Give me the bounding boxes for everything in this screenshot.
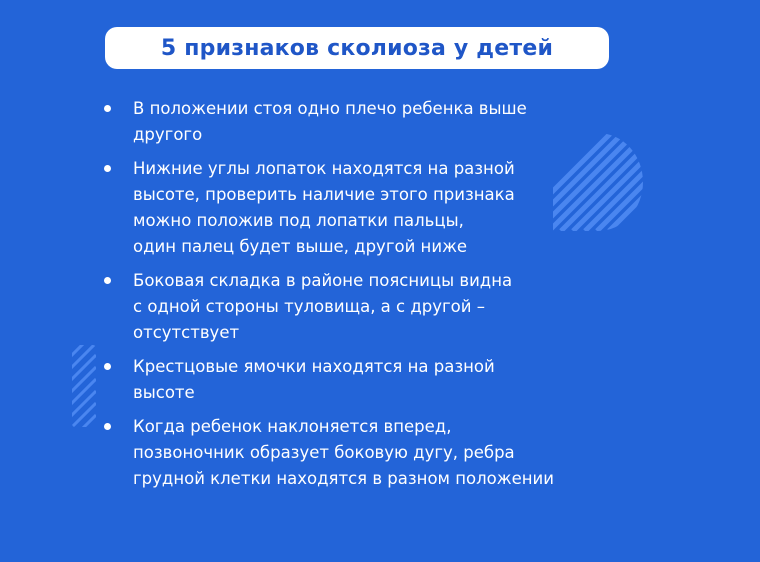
list-item-text: Крестцовые ямочки находятся на разной высоте bbox=[133, 357, 495, 402]
bullet-icon bbox=[104, 423, 111, 430]
signs-list bbox=[100, 96, 640, 500]
list-item bbox=[100, 354, 640, 406]
list-item bbox=[100, 268, 640, 346]
bullet-icon bbox=[104, 363, 111, 370]
bullet-icon bbox=[104, 105, 111, 112]
bullet-icon bbox=[104, 165, 111, 172]
list-item-text: Когда ребенок наклоняется вперед, позвоночник образует боковую дугу, ребра грудной клетки находятся в разном положении bbox=[133, 417, 554, 488]
title-badge bbox=[105, 27, 609, 69]
list-item-text: Боковая складка в районе поясницы видна с одной стороны туловища, а с другой – отсутствует bbox=[133, 271, 513, 342]
list-item bbox=[100, 96, 640, 148]
list-item bbox=[100, 156, 640, 260]
list-item-text: В положении стоя одно плечо ребенка выше другого bbox=[133, 99, 527, 144]
diagonal-stripes-decoration bbox=[72, 345, 96, 427]
list-item-text: Нижние углы лопаток находятся на разной высоте, проверить наличие этого признака можно положив под лопатки пальцы, один палец будет выше, другой ниже bbox=[133, 159, 515, 256]
list-item bbox=[100, 414, 640, 492]
page-title: 5 признаков сколиоза у детей bbox=[160, 35, 554, 61]
bullet-icon bbox=[104, 277, 111, 284]
